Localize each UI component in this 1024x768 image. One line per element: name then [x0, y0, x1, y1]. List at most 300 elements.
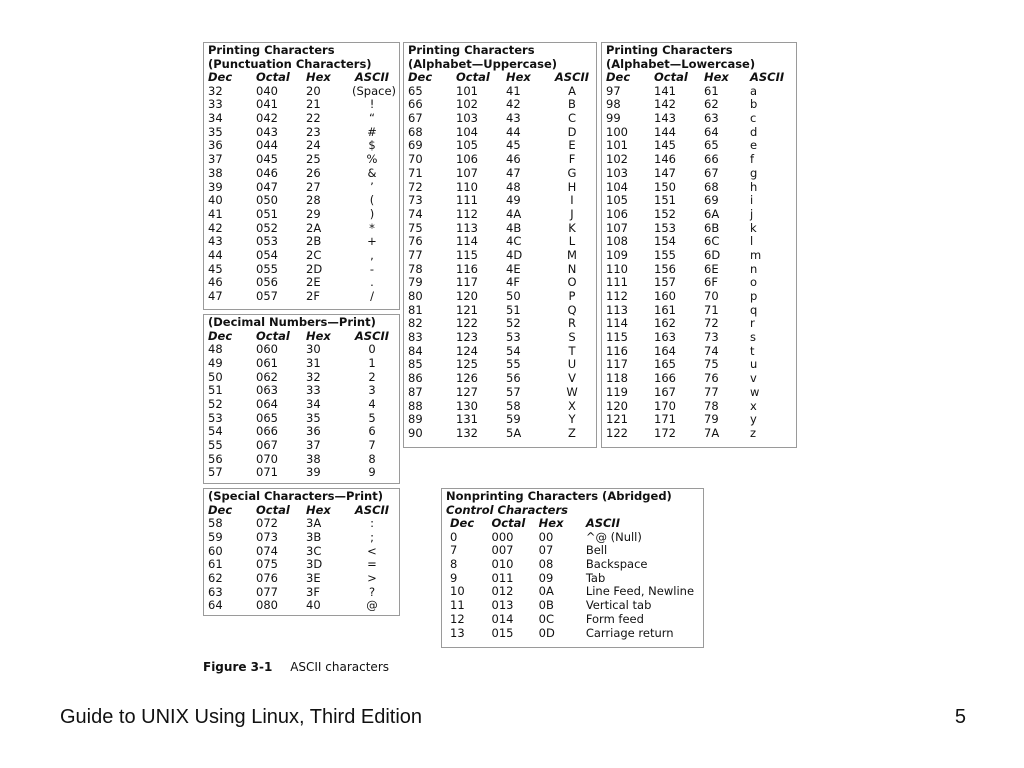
cell-hex: 35	[306, 410, 321, 425]
cell-ascii: j	[750, 206, 754, 221]
cell-octal: 162	[654, 316, 676, 331]
cell-ascii: w	[750, 384, 760, 399]
cell-hex: 0B	[538, 598, 554, 613]
cell-ascii: 8	[368, 451, 376, 466]
cell-octal: 161	[654, 302, 676, 317]
table-subtitle: (Alphabet—Lowercase)	[606, 56, 756, 71]
cell-dec: 32	[208, 83, 223, 98]
table-body	[208, 517, 395, 613]
cell-hex: 64	[704, 124, 719, 139]
cell-ascii: Backspace	[585, 557, 648, 572]
cell-ascii: !	[369, 97, 375, 112]
cell-dec: 39	[208, 179, 223, 194]
header-dec: Dec	[208, 70, 233, 84]
cell-ascii: U	[567, 357, 577, 372]
cell-ascii: S	[568, 330, 576, 345]
table-row	[208, 263, 395, 277]
cell-octal: 007	[491, 543, 514, 558]
cell-hex: 61	[704, 83, 719, 98]
special-table	[203, 488, 400, 616]
cell-dec: 40	[208, 193, 223, 208]
cell-octal: 157	[654, 275, 676, 290]
cell-octal: 132	[456, 425, 478, 440]
cell-dec: 90	[408, 425, 423, 440]
cell-ascii: u	[750, 357, 758, 372]
table-row	[208, 545, 395, 559]
cell-hex: 6F	[704, 275, 718, 290]
header-ascii: ASCII	[750, 70, 785, 84]
cell-octal: 076	[256, 570, 278, 585]
table-row	[208, 112, 395, 126]
cell-dec: 99	[606, 111, 621, 126]
cell-hex: 30	[306, 342, 321, 357]
cell-ascii: %	[366, 152, 378, 167]
table-subtitle: (Punctuation Characters)	[208, 56, 372, 71]
table-row	[606, 139, 792, 153]
cell-dec: 68	[408, 124, 423, 139]
table-row	[408, 386, 592, 400]
table-row	[208, 126, 395, 140]
cell-dec: 67	[408, 111, 423, 126]
table-row	[606, 276, 792, 290]
cell-octal: 013	[491, 598, 514, 613]
cell-ascii: B	[568, 97, 576, 112]
table-row	[408, 400, 592, 414]
cell-octal: 123	[456, 330, 478, 345]
table-row	[408, 112, 592, 126]
cell-ascii: z	[750, 425, 757, 440]
cell-ascii: t	[750, 343, 755, 358]
table-subtitle: Control Characters	[446, 502, 568, 517]
cell-ascii: V	[568, 371, 576, 386]
cell-dec: 63	[208, 584, 223, 599]
cell-octal: 107	[456, 165, 478, 180]
cell-ascii: >	[367, 570, 377, 585]
table-header-row	[208, 504, 395, 518]
cell-hex: 66	[704, 152, 719, 167]
cell-ascii: -	[369, 261, 375, 276]
table-row	[606, 98, 792, 112]
table-row	[408, 167, 592, 181]
cell-hex: 21	[306, 97, 321, 112]
cell-dec: 117	[606, 357, 628, 372]
table-row	[208, 167, 395, 181]
cell-hex: 34	[306, 396, 321, 411]
cell-hex: 3C	[306, 543, 322, 558]
cell-dec: 57	[208, 465, 223, 480]
table-row	[446, 572, 699, 586]
cell-ascii: Y	[568, 412, 576, 427]
table-row	[208, 194, 395, 208]
cell-octal: 040	[256, 83, 278, 98]
table-row	[408, 290, 592, 304]
cell-hex: 4E	[506, 261, 521, 276]
cell-hex: 58	[506, 398, 521, 413]
cell-ascii: A	[568, 83, 576, 98]
table-body	[208, 343, 395, 480]
cell-octal: 014	[491, 611, 514, 626]
table-title: (Special Characters—Print)	[208, 489, 383, 503]
header-hex: Hex	[306, 70, 331, 84]
header-ascii: ASCII	[354, 502, 390, 517]
cell-octal: 075	[256, 557, 278, 572]
cell-hex: 77	[704, 384, 719, 399]
cell-ascii: Form feed	[585, 611, 644, 626]
cell-ascii: y	[750, 412, 757, 427]
cell-ascii: 4	[368, 396, 376, 411]
table-row	[446, 544, 699, 558]
cell-hex: 41	[506, 83, 521, 98]
table-title: (Decimal Numbers—Print)	[208, 315, 376, 329]
cell-octal: 041	[256, 97, 278, 112]
table-row	[606, 181, 792, 195]
cell-octal: 147	[654, 165, 676, 180]
cell-hex: 52	[506, 316, 521, 331]
cell-ascii: N	[567, 261, 577, 276]
cell-ascii: b	[750, 97, 758, 112]
cell-ascii: X	[568, 398, 576, 413]
cell-ascii: &	[367, 165, 377, 180]
cell-ascii: /	[370, 289, 374, 303]
cell-ascii: (	[369, 193, 375, 208]
table-row	[208, 398, 395, 412]
table-row	[606, 249, 792, 263]
cell-ascii: 9	[368, 465, 376, 480]
cell-dec: 87	[408, 384, 423, 399]
cell-ascii: =	[367, 557, 377, 572]
cell-octal: 102	[456, 97, 478, 112]
cell-hex: 67	[704, 165, 719, 180]
cell-hex: 59	[506, 412, 521, 427]
table-row	[446, 558, 699, 572]
figure-text: ASCII characters	[290, 660, 389, 674]
cell-ascii: Tab	[585, 570, 606, 585]
cell-octal: 106	[456, 152, 478, 167]
cell-ascii: n	[750, 261, 758, 276]
table-row	[408, 181, 592, 195]
cell-ascii: i	[750, 193, 754, 208]
cell-ascii: <	[367, 543, 377, 558]
cell-dec: 61	[208, 557, 223, 572]
cell-octal: 072	[256, 516, 278, 531]
cell-octal: 103	[456, 111, 478, 126]
cell-dec: 11	[450, 598, 465, 613]
cell-ascii: T	[568, 343, 576, 358]
table-row	[208, 208, 395, 222]
cell-dec: 97	[606, 83, 621, 98]
cell-hex: 3F	[306, 584, 320, 599]
cell-dec: 47	[208, 289, 223, 303]
cell-dec: 121	[606, 412, 628, 427]
cell-ascii: H	[567, 179, 577, 194]
table-title: Nonprinting Characters (Abridged)	[446, 489, 672, 503]
cell-octal: 053	[256, 234, 278, 249]
cell-dec: 114	[606, 316, 628, 331]
cell-octal: 115	[456, 247, 478, 262]
table-row	[408, 276, 592, 290]
table-subtitle: (Alphabet—Uppercase)	[408, 56, 558, 71]
cell-hex: 70	[704, 289, 719, 303]
slide-page-number: 5	[954, 706, 966, 728]
cell-hex: 6A	[704, 206, 720, 221]
cell-dec: 83	[408, 330, 423, 345]
cell-hex: 0C	[538, 611, 555, 626]
table-row	[208, 343, 395, 357]
cell-hex: 22	[306, 111, 321, 126]
cell-ascii: +	[367, 234, 377, 249]
cell-dec: 9	[450, 570, 458, 585]
cell-hex: 4D	[506, 247, 523, 262]
header-dec: Dec	[450, 516, 475, 530]
table-row	[208, 425, 395, 439]
table-row	[208, 517, 395, 531]
cell-octal: 160	[654, 289, 676, 303]
cell-hex: 2E	[306, 275, 321, 290]
table-row	[208, 453, 395, 467]
table-header-row	[208, 71, 395, 85]
cell-ascii: E	[568, 138, 576, 153]
cell-hex: 23	[306, 124, 321, 139]
header-hex: Hex	[306, 328, 331, 343]
table-row	[606, 358, 792, 372]
cell-dec: 43	[208, 234, 223, 249]
cell-octal: 154	[654, 234, 676, 249]
cell-dec: 48	[208, 342, 223, 357]
cell-ascii: 1	[368, 355, 376, 370]
cell-hex: 76	[704, 371, 719, 386]
cell-octal: 061	[256, 355, 278, 370]
cell-octal: 124	[456, 343, 478, 358]
cell-octal: 153	[654, 220, 676, 235]
cell-ascii: Carriage return	[585, 625, 674, 640]
cell-octal: 046	[256, 165, 278, 180]
cell-ascii: c	[750, 111, 757, 126]
cell-dec: 73	[408, 193, 423, 208]
cell-hex: 4B	[506, 220, 522, 235]
cell-dec: 111	[606, 275, 628, 290]
cell-hex: 75	[704, 357, 719, 372]
cell-ascii: 6	[368, 424, 376, 439]
cell-hex: 6C	[704, 234, 720, 249]
cell-dec: 64	[208, 598, 223, 613]
cell-ascii: ;	[370, 529, 374, 544]
table-row	[606, 126, 792, 140]
table-row	[446, 531, 699, 545]
cell-dec: 106	[606, 206, 628, 221]
cell-dec: 109	[606, 247, 628, 262]
cell-octal: 052	[256, 220, 278, 235]
cell-ascii: J	[570, 206, 574, 221]
cell-octal: 111	[456, 193, 478, 208]
cell-hex: 39	[306, 465, 321, 480]
table-row	[606, 112, 792, 126]
table-row	[208, 439, 395, 453]
cell-dec: 55	[208, 438, 223, 452]
cell-octal: 164	[654, 343, 676, 358]
table-row	[208, 139, 395, 153]
cell-ascii: 0	[368, 342, 376, 357]
cell-octal: 150	[654, 179, 676, 194]
cell-ascii: L	[568, 234, 576, 249]
header-dec: Dec	[208, 328, 233, 343]
cell-ascii: Bell	[585, 543, 608, 558]
header-octal: Octal	[256, 502, 290, 517]
cell-octal: 112	[456, 206, 478, 221]
cell-hex: 31	[306, 355, 321, 370]
cell-hex: 40	[306, 598, 321, 613]
cell-hex: 28	[306, 193, 321, 208]
cell-dec: 100	[606, 124, 628, 139]
cell-hex: 56	[506, 371, 521, 386]
table-title: Printing Characters	[606, 43, 733, 57]
cell-ascii: Z	[568, 425, 576, 440]
cell-hex: 33	[306, 383, 321, 398]
header-ascii: ASCII	[585, 516, 620, 530]
header-dec: Dec	[408, 70, 433, 84]
cell-dec: 77	[408, 247, 423, 262]
cell-octal: 054	[256, 247, 278, 262]
cell-octal: 126	[456, 371, 478, 386]
table-row	[606, 153, 792, 167]
cell-hex: 20	[306, 83, 321, 98]
cell-ascii: d	[750, 124, 758, 139]
cell-dec: 36	[208, 138, 223, 153]
cell-dec: 72	[408, 179, 423, 194]
cell-hex: 2F	[306, 289, 320, 303]
cell-ascii: s	[750, 330, 756, 345]
table-row	[446, 627, 699, 641]
cell-hex: 27	[306, 179, 321, 194]
cell-ascii: .	[370, 275, 374, 290]
table-row	[408, 249, 592, 263]
table-row	[606, 331, 792, 345]
cell-dec: 104	[606, 179, 628, 194]
table-header-row	[208, 330, 395, 344]
figure-caption	[203, 660, 389, 674]
cell-dec: 7	[450, 543, 458, 558]
cell-hex: 36	[306, 424, 321, 439]
header-octal: Octal	[256, 70, 290, 84]
cell-dec: 70	[408, 152, 423, 167]
header-ascii: ASCII	[354, 328, 390, 343]
cell-hex: 42	[506, 97, 521, 112]
table-row	[208, 384, 395, 398]
table-title: Printing Characters	[408, 43, 535, 57]
cell-octal: 045	[256, 152, 278, 167]
cell-octal: 155	[654, 247, 676, 262]
cell-hex: 6D	[704, 247, 721, 262]
cell-ascii: 2	[368, 369, 376, 384]
table-row	[208, 98, 395, 112]
cell-dec: 60	[208, 543, 223, 558]
cell-hex: 09	[538, 570, 554, 585]
cell-ascii: k	[750, 220, 757, 235]
cell-dec: 44	[208, 247, 223, 262]
cell-hex: 51	[506, 302, 521, 317]
table-row	[408, 358, 592, 372]
cell-dec: 75	[408, 220, 423, 235]
cell-octal: 125	[456, 357, 478, 372]
cell-ascii: P	[568, 289, 576, 303]
cell-dec: 65	[408, 83, 423, 98]
cell-octal: 143	[654, 111, 676, 126]
table-row	[408, 317, 592, 331]
table-header-row	[408, 71, 592, 85]
table-row	[208, 357, 395, 371]
cell-dec: 89	[408, 412, 423, 427]
table-row	[446, 613, 699, 627]
cell-hex: 63	[704, 111, 719, 126]
cell-hex: 4A	[506, 206, 522, 221]
cell-hex: 54	[506, 343, 521, 358]
cell-octal: 165	[654, 357, 676, 372]
cell-dec: 105	[606, 193, 628, 208]
table-body	[408, 85, 592, 441]
cell-ascii: ,	[370, 247, 374, 262]
cell-ascii: f	[750, 152, 755, 167]
cell-ascii: a	[750, 83, 758, 98]
cell-hex: 46	[506, 152, 521, 167]
cell-octal: 145	[654, 138, 676, 153]
cell-octal: 101	[456, 83, 478, 98]
cell-octal: 080	[256, 598, 278, 613]
cell-octal: 144	[654, 124, 676, 139]
cell-hex: 6E	[704, 261, 719, 276]
cell-octal: 077	[256, 584, 278, 599]
cell-octal: 043	[256, 124, 278, 139]
cell-octal: 166	[654, 371, 676, 386]
cell-dec: 84	[408, 343, 423, 358]
cell-dec: 108	[606, 234, 628, 249]
cell-octal: 047	[256, 179, 278, 194]
cell-octal: 064	[256, 396, 278, 411]
cell-octal: 067	[256, 438, 278, 452]
cell-hex: 2B	[306, 234, 322, 249]
cell-dec: 115	[606, 330, 628, 345]
figure-number: Figure 3-1	[203, 660, 273, 674]
table-row	[606, 427, 792, 441]
cell-ascii: (Space)	[352, 83, 397, 98]
cell-dec: 45	[208, 261, 223, 276]
table-header-row	[606, 71, 792, 85]
cell-octal: 050	[256, 193, 278, 208]
cell-octal: 044	[256, 138, 278, 153]
cell-octal: 055	[256, 261, 278, 276]
table-row	[408, 427, 592, 441]
cell-hex: 72	[704, 316, 719, 331]
cell-hex: 4F	[506, 275, 520, 290]
slide-footer-title: Guide to UNIX Using Linux, Third Edition	[60, 706, 423, 728]
table-row	[606, 235, 792, 249]
cell-octal: 105	[456, 138, 478, 153]
cell-octal: 120	[456, 289, 478, 303]
cell-octal: 142	[654, 97, 676, 112]
cell-hex: 25	[306, 152, 321, 167]
cell-dec: 35	[208, 124, 223, 139]
cell-dec: 46	[208, 275, 223, 290]
cell-dec: 38	[208, 165, 223, 180]
cell-hex: 55	[506, 357, 521, 372]
cell-dec: 56	[208, 451, 223, 466]
cell-hex: 62	[704, 97, 719, 112]
cell-dec: 80	[408, 289, 423, 303]
header-octal: Octal	[654, 70, 688, 84]
cell-dec: 113	[606, 302, 628, 317]
table-row	[408, 194, 592, 208]
cell-dec: 69	[408, 138, 423, 153]
cell-hex: 29	[306, 206, 321, 221]
table-row	[446, 585, 699, 599]
